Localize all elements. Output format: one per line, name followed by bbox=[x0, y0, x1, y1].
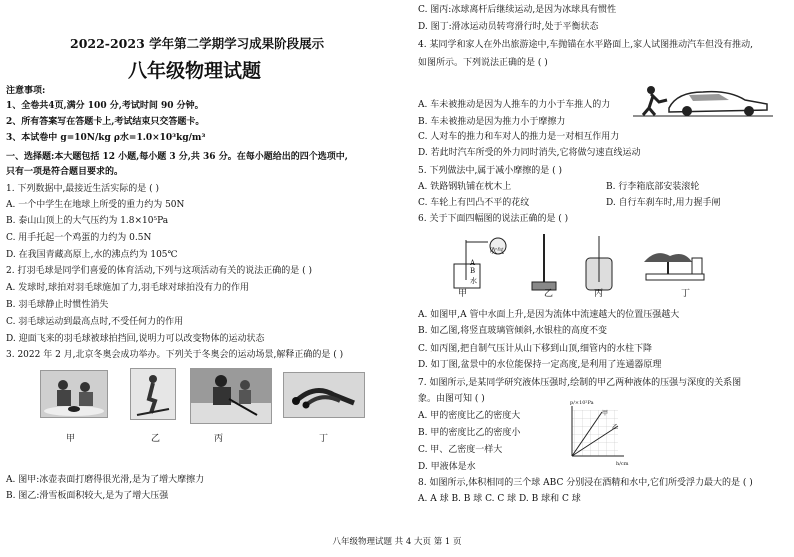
option: C. 车轮上有凹凸不平的花纹 bbox=[418, 198, 530, 208]
option: B. 行李箱底部安装滚轮 bbox=[606, 182, 700, 192]
question-stem: 4. 某同学和家人在外出旅游途中,车抛锚在水平路面上,家人试图推动汽车但没有推动, bbox=[418, 40, 754, 50]
pressure-depth-graph bbox=[566, 402, 626, 464]
speed-skating-photo bbox=[283, 372, 365, 418]
option: D. 迎面飞来的羽毛球被球拍挡回,说明力可以改变物体的运动状态 bbox=[6, 334, 265, 344]
option: A. 发球时,球拍对羽毛球施加了力,羽毛球对球拍没有力的作用 bbox=[6, 283, 249, 293]
option: D. 在我国青藏高原上,水的沸点约为 105℃ bbox=[6, 250, 178, 260]
option: D. 若此时汽车所受的外力同时消失,它将做匀速直线运动 bbox=[418, 148, 641, 158]
curling-photo bbox=[40, 370, 108, 418]
option: C. 羽毛球运动到最高点时,不受任何力的作用 bbox=[6, 317, 184, 327]
option: B. 如乙图,将竖直玻璃管倾斜,水银柱的高度不变 bbox=[418, 326, 608, 336]
push-car-figure bbox=[633, 82, 773, 118]
question-stem: 5. 下列做法中,属于减小摩擦的是 ( ) bbox=[418, 166, 563, 176]
skater-figure bbox=[284, 373, 364, 417]
label-a: A bbox=[470, 259, 476, 267]
option: C. 图丙:冰球离杆后继续运动,是因为冰球具有惯性 bbox=[418, 5, 617, 15]
hockey-figure bbox=[191, 369, 271, 423]
option: C. 如丙图,把自制气压计从山下移到山顶,细管内的水柱下降 bbox=[418, 344, 653, 354]
option: B. 车未被推动是因为推力小于摩擦力 bbox=[418, 117, 566, 127]
graph-y-label: p/×10²Pa bbox=[570, 400, 594, 406]
notes-heading: 注意事项: bbox=[6, 86, 46, 96]
option: A. 图甲:冰壶表面打磨得很光滑,是为了增大摩擦力 bbox=[6, 475, 205, 485]
caption-ding: 丁 bbox=[319, 434, 329, 444]
graph-x-label: h/cm bbox=[616, 461, 629, 467]
option: D. 如丁图,盆景中的水位能保持一定高度,是利用了连通器原理 bbox=[418, 360, 662, 370]
caption-yi: 乙 bbox=[151, 434, 161, 444]
caption-yi: 乙 bbox=[544, 289, 554, 299]
option: A. 一个中学生在地球上所受的重力约为 50N bbox=[6, 200, 185, 210]
ice-hockey-photo bbox=[190, 368, 272, 424]
exam-title: 2022-2023 学年第二学期学习成果阶段展示 bbox=[70, 36, 325, 51]
caption-jia: 甲 bbox=[66, 434, 76, 444]
skiing-photo bbox=[130, 368, 176, 420]
option: D. 甲液体是水 bbox=[418, 462, 476, 472]
option: C. 甲、乙密度一样大 bbox=[418, 445, 503, 455]
graph-series-jia: 甲 bbox=[602, 410, 609, 417]
caption-ding: 丁 bbox=[681, 289, 691, 299]
option: A. 铁路钢轨铺在枕木上 bbox=[418, 182, 512, 192]
curling-figure bbox=[41, 371, 107, 417]
option: A. 车未被推动是因为人推车的力小于车推人的力 bbox=[418, 100, 611, 110]
label-blow: 吹气 bbox=[490, 247, 504, 255]
section-intro: 只有一项是符合题目要求的。 bbox=[6, 167, 124, 177]
question-stem: 如图所示。下列说法正确的是 ( ) bbox=[418, 58, 548, 68]
note-item: 3、本试卷中 g=10N/kg ρ水=1.0×10³kg/m³ bbox=[6, 133, 206, 143]
option: B. 泰山山顶上的大气压约为 1.8×10⁵Pa bbox=[6, 216, 169, 226]
option: B. 甲的密度比乙的密度小 bbox=[418, 428, 521, 438]
caption-bing: 丙 bbox=[214, 434, 224, 444]
label-water: 水 bbox=[470, 277, 477, 285]
question-stem: 6. 关于下面四幅图的说法正确的是 ( ) bbox=[418, 214, 569, 224]
note-item: 1、全卷共4页,满分 100 分,考试时间 90 分钟。 bbox=[6, 101, 204, 111]
question-stem: 象。由图可知 ( ) bbox=[418, 394, 485, 404]
exam-subtitle: 八年级物理试题 bbox=[128, 60, 262, 82]
caption-jia: 甲 bbox=[458, 289, 468, 299]
option: D. 图丁:滑冰运动员转弯滑行时,处于平衡状态 bbox=[418, 22, 599, 32]
option: B. 羽毛球静止时惯性消失 bbox=[6, 300, 109, 310]
question-stem: 7. 如图所示,是某同学研究液体压强时,绘制的甲乙两种液体的压强与深度的关系图 bbox=[418, 378, 742, 388]
skier-figure bbox=[131, 369, 175, 419]
q6-figures bbox=[448, 232, 718, 302]
option: A. 如图甲,A 管中水面上升,是因为流体中流速越大的位置压强越大 bbox=[418, 310, 680, 320]
question-stem: 3. 2022 年 2 月,北京冬奥会成功举办。下列关于冬奥会的运动场景,解释正确的是 ( ) bbox=[6, 350, 344, 360]
note-item: 2、所有答案写在答题卡上,考试结束只交答题卡。 bbox=[6, 117, 205, 127]
option: B. 图乙:滑雪板面积较大,是为了增大压强 bbox=[6, 491, 169, 501]
question-stem: 1. 下列数据中,最接近生活实际的是 ( ) bbox=[6, 184, 160, 194]
graph-series-yi: 乙 bbox=[612, 424, 619, 431]
question-stem: 8. 如图所示,体积相同的三个球 ABC 分别浸在酒精和水中,它们所受浮力最大的是 ( ) bbox=[418, 478, 753, 488]
page-footer: 八年级物理试题 共 4 大页 第 1 页 bbox=[332, 537, 462, 547]
question-stem: 2. 打羽毛球是同学们喜爱的体育活动,下列与这项活动有关的说法正确的是 ( ) bbox=[6, 266, 313, 276]
section-intro: 一、选择题:本大题包括 12 小题,每小题 3 分,共 36 分。在每小题给出的四个选项中, bbox=[6, 152, 348, 162]
caption-bing: 丙 bbox=[594, 289, 604, 299]
option: D. 自行车刹车时,用力握手闸 bbox=[606, 198, 721, 208]
label-b: B bbox=[470, 267, 476, 275]
option: C. 用手托起一个鸡蛋的力约为 0.5N bbox=[6, 233, 152, 243]
option: A. 甲的密度比乙的密度大 bbox=[418, 411, 521, 421]
option: C. 人对车的推力和车对人的推力是一对相互作用力 bbox=[418, 132, 620, 142]
option-row: A. A 球 B. B 球 C. C 球 D. B 球和 C 球 bbox=[418, 494, 581, 504]
